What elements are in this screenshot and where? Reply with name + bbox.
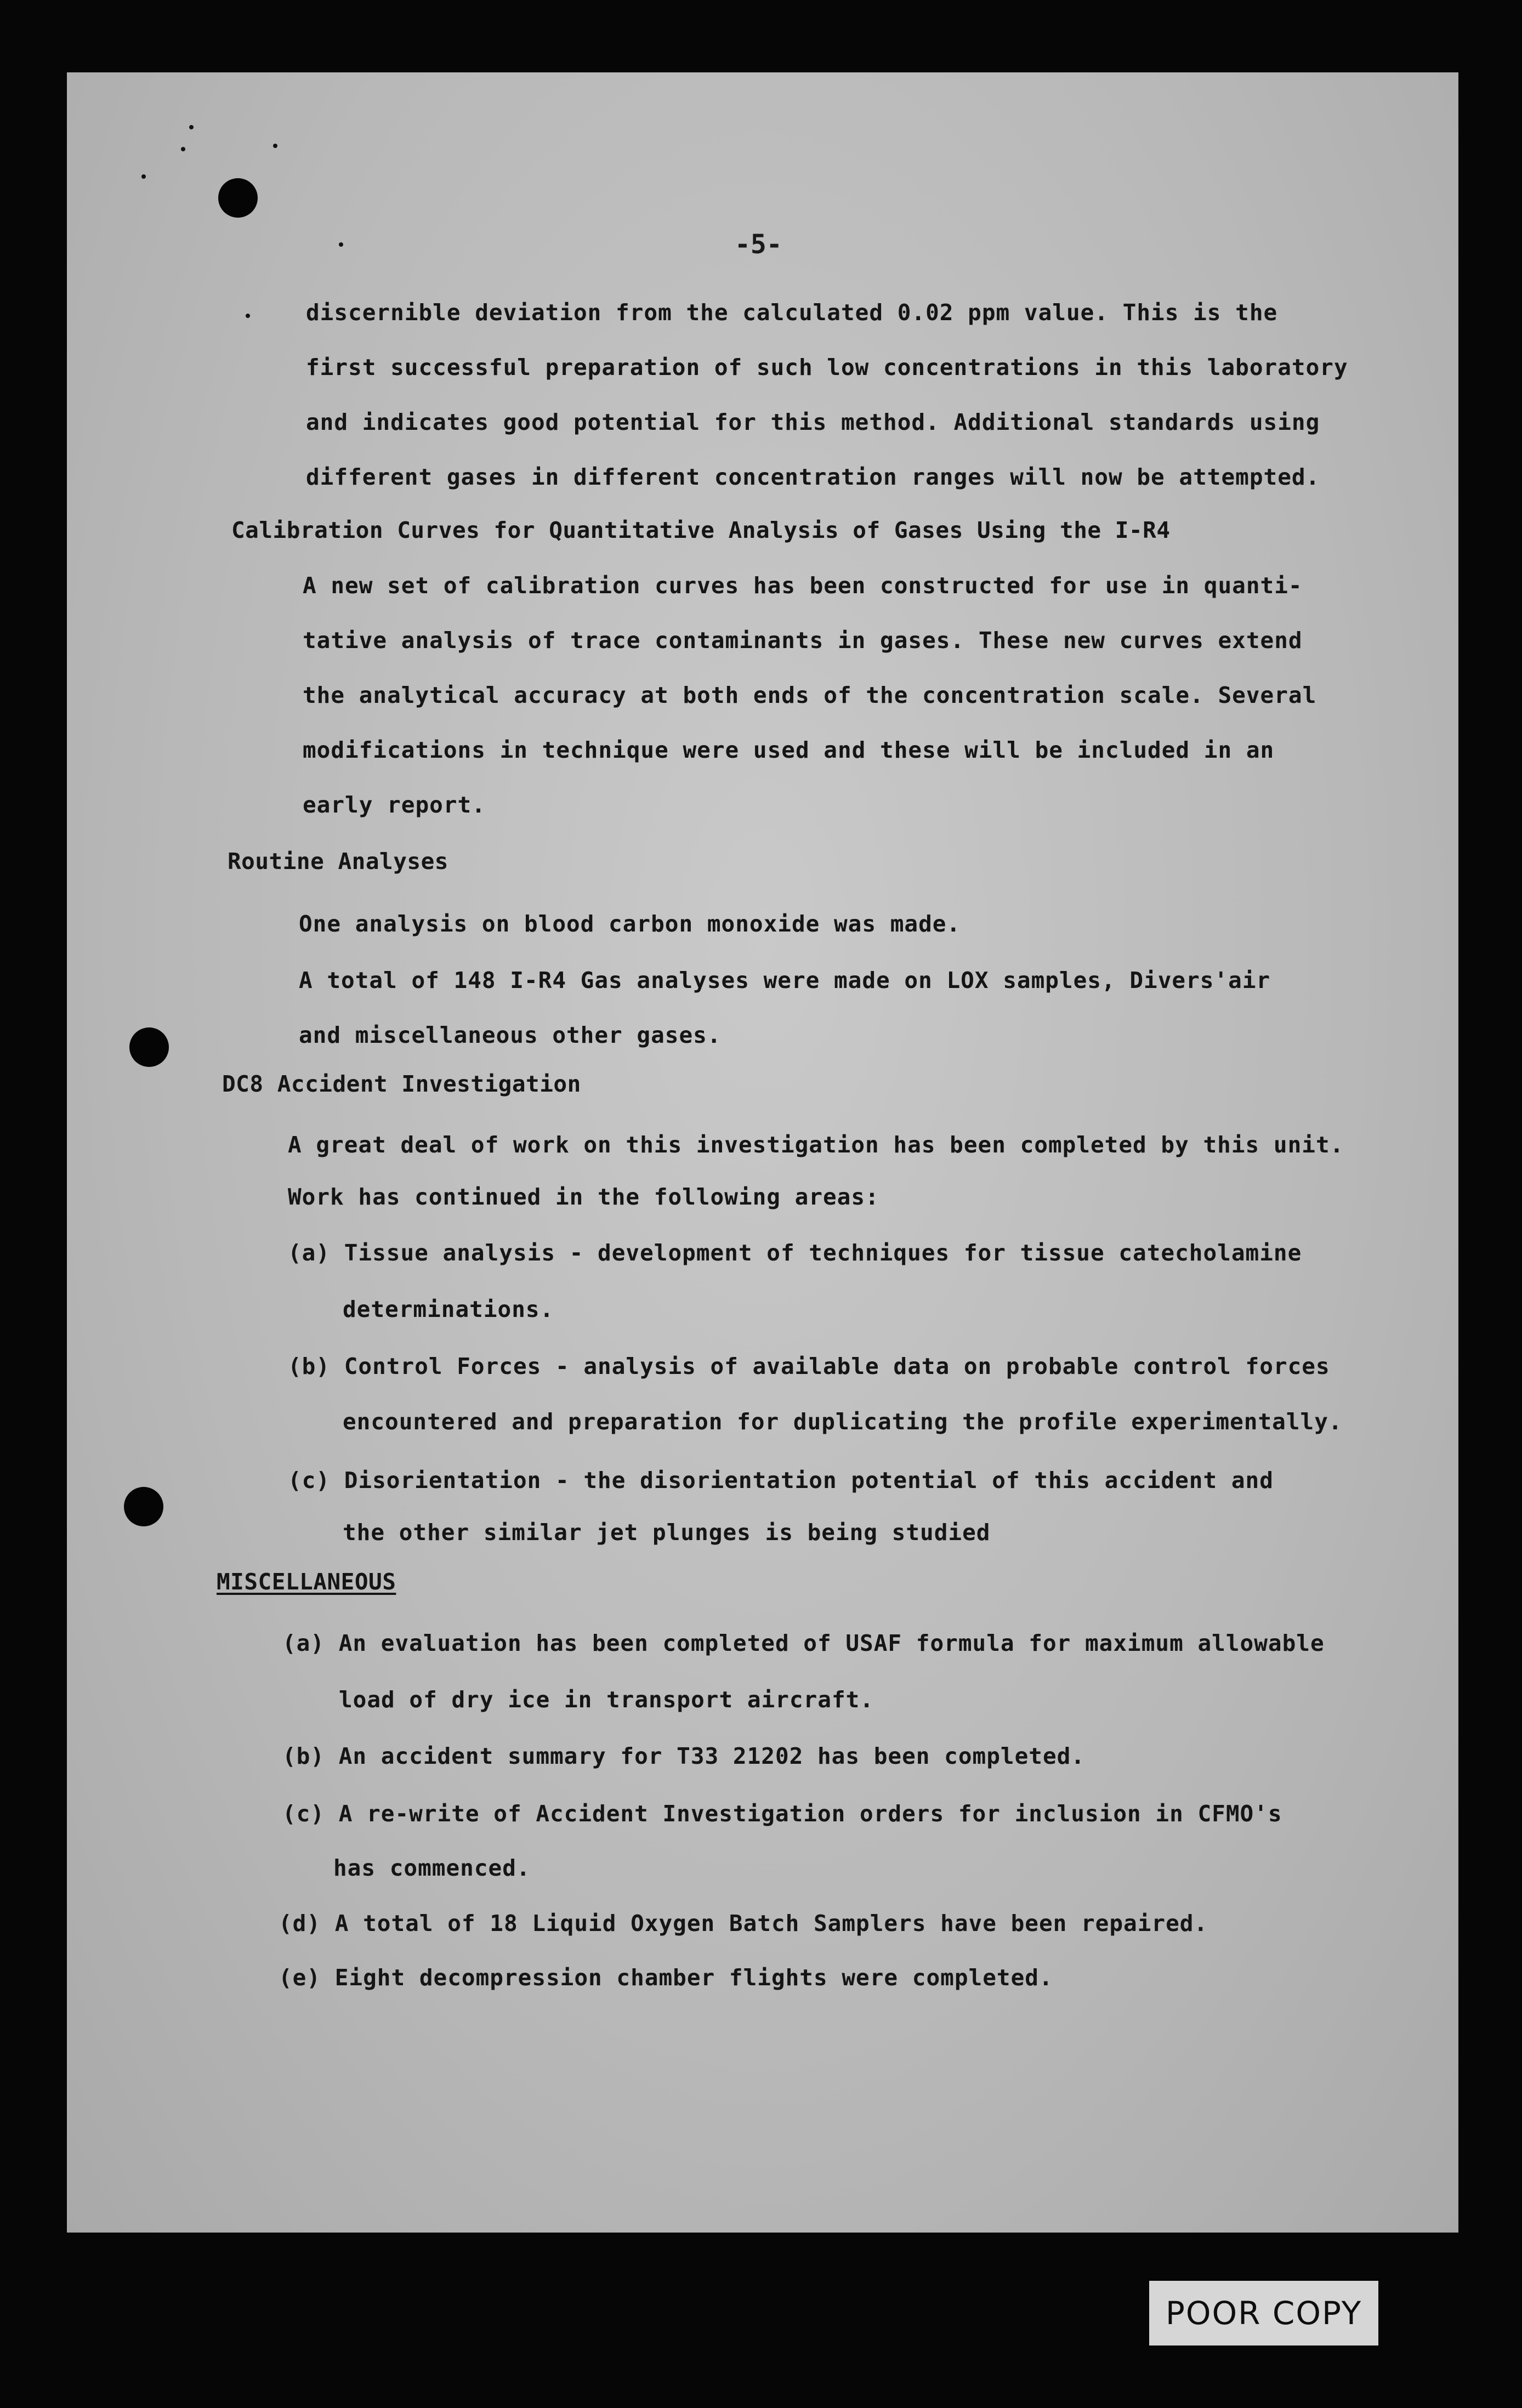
punch-hole-top xyxy=(218,178,258,218)
paragraph-line: Work has continued in the following areas: xyxy=(288,1184,879,1210)
paragraph-line: modifications in technique were used and these will be included in an xyxy=(303,737,1275,763)
section-heading-miscellaneous: MISCELLANEOUS xyxy=(217,1569,396,1595)
paragraph-line: One analysis on blood carbon monoxide was made. xyxy=(299,911,961,937)
list-item-continuation: encountered and preparation for duplicating the profile experimentally. xyxy=(343,1409,1343,1435)
section-heading-routine: Routine Analyses xyxy=(228,848,448,874)
poor-copy-stamp: POOR COPY xyxy=(1149,2281,1378,2345)
section-heading-calibration: Calibration Curves for Quantitative Analysis of Gases Using the I-R4 xyxy=(231,517,1171,543)
list-item-e: (e) Eight decompression chamber flights were completed. xyxy=(279,1964,1053,1991)
paragraph-line: tative analysis of trace contaminants in gases. These new curves extend xyxy=(303,627,1303,654)
paragraph-line: discernible deviation from the calculated 0.02 ppm value. This is the xyxy=(306,299,1278,326)
list-item-c: (c) A re-write of Accident Investigation orders for inclusion in CFMO's xyxy=(282,1801,1282,1827)
paragraph-line: A great deal of work on this investigation has been completed by this unit. xyxy=(288,1132,1344,1158)
list-item-continuation: determinations. xyxy=(343,1296,554,1322)
speck xyxy=(181,147,185,151)
paragraph-line: early report. xyxy=(303,792,486,818)
paragraph-line: different gases in different concentration ranges will now be attempted. xyxy=(306,464,1320,490)
list-item-continuation: the other similar jet plunges is being studied xyxy=(343,1519,991,1546)
speck xyxy=(141,174,146,179)
list-item-b: (b) An accident summary for T33 21202 has been completed. xyxy=(282,1743,1085,1769)
list-item-continuation: load of dry ice in transport aircraft. xyxy=(339,1686,874,1713)
list-item-a: (a) An evaluation has been completed of USAF formula for maximum allowable xyxy=(282,1630,1325,1656)
list-item-d: (d) A total of 18 Liquid Oxygen Batch Samplers have been repaired. xyxy=(279,1910,1208,1936)
paragraph-line: A new set of calibration curves has been constructed for use in quanti- xyxy=(303,572,1303,599)
paragraph-line: first successful preparation of such low concentrations in this laboratory xyxy=(306,354,1348,380)
punch-hole-middle xyxy=(129,1027,169,1067)
speck xyxy=(273,144,277,148)
page-number: -5- xyxy=(735,229,782,260)
paragraph-line: and miscellaneous other gases. xyxy=(299,1022,722,1048)
paragraph-line: the analytical accuracy at both ends of the concentration scale. Several xyxy=(303,682,1317,708)
speck xyxy=(246,314,250,318)
list-item-b: (b) Control Forces - analysis of available data on probable control forces xyxy=(288,1353,1330,1379)
section-heading-dc8: DC8 Accident Investigation xyxy=(222,1071,581,1097)
paragraph-line: A total of 148 I-R4 Gas analyses were made on LOX samples, Divers'air xyxy=(299,967,1271,993)
list-item-continuation: has commenced. xyxy=(333,1855,531,1881)
speck xyxy=(339,242,343,247)
punch-hole-bottom xyxy=(124,1487,163,1526)
list-item-a: (a) Tissue analysis - development of techniques for tissue catecholamine xyxy=(288,1240,1302,1266)
list-item-c: (c) Disorientation - the disorientation potential of this accident and xyxy=(288,1467,1274,1493)
paragraph-line: and indicates good potential for this method. Additional standards using xyxy=(306,409,1320,435)
speck xyxy=(189,125,194,129)
